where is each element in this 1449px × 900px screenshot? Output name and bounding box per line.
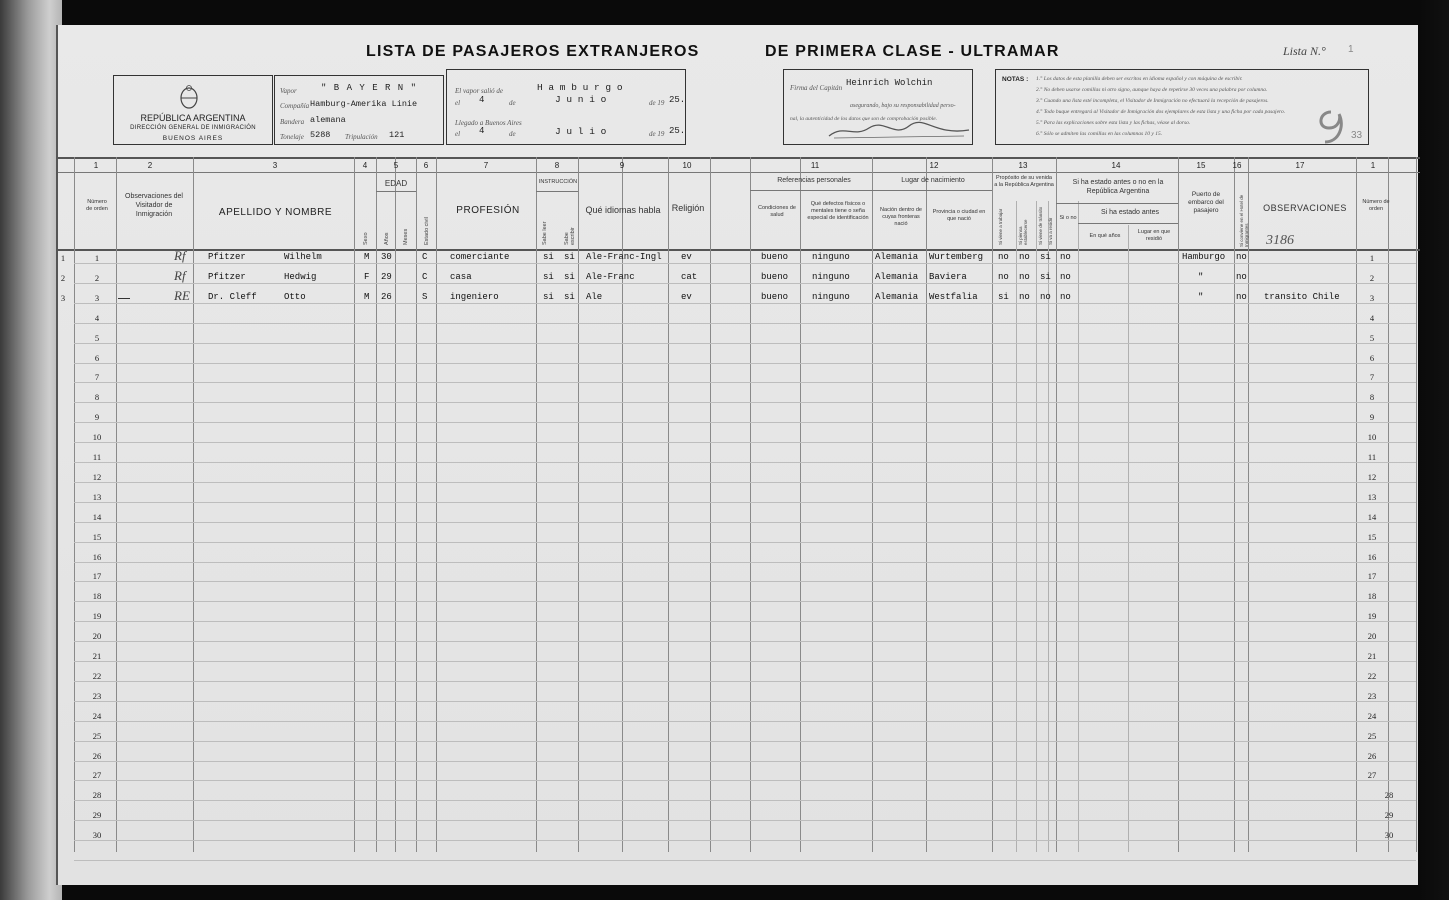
llegado-de: de <box>509 130 516 138</box>
cell-idiomas: Ale-Franc <box>586 271 635 282</box>
cell-estado: S <box>422 291 428 302</box>
row-number-right: 19 <box>1367 611 1377 622</box>
cell-p4: no <box>1060 271 1071 282</box>
bandera-value: alemana <box>310 115 346 125</box>
colnum-7: 7 <box>483 161 489 170</box>
hdr-numero-orden-right: Número de orden <box>1362 199 1390 212</box>
tripulacion-label: Tripulación <box>345 133 378 141</box>
hdr-referencias: Referencias personales <box>777 177 851 184</box>
colnum-2: 2 <box>147 161 153 170</box>
hdr-prop-c: Si viene de tránsito <box>1038 206 1043 245</box>
captain-name: Heinrich Wolchin <box>846 78 933 88</box>
note-2: 2.° No deben usarse comillas ni otro signo, aunque haya de repetirse 30 veces una palabra por columna. <box>1036 87 1268 93</box>
row-number-right: 26 <box>1367 750 1377 761</box>
margin-number: 1 <box>60 253 66 263</box>
row-number-right: 18 <box>1367 591 1377 602</box>
cell-nombre: Hedwig <box>284 271 317 282</box>
hdr-puerto: Puerto de embarco del pasajero <box>1188 191 1224 215</box>
cell-nacion: Alemania <box>875 291 919 302</box>
cell-leer: si <box>543 252 554 262</box>
row-line <box>74 422 1416 423</box>
hdr-sabe-escribir: Sabe escribir <box>564 227 576 245</box>
cell-escribir: si <box>564 271 575 282</box>
row-line <box>74 581 1416 582</box>
institution-box <box>113 75 273 145</box>
hdr-en-que-anos: En qué años <box>1089 233 1121 239</box>
row-line <box>74 343 1416 344</box>
header-sub-line <box>376 191 416 192</box>
llegado-label: Llegado a Buenos Aires <box>455 119 522 127</box>
header-sub-line <box>1056 203 1178 204</box>
institution-line1: REPÚBLICA ARGENTINA <box>140 113 246 123</box>
salio-year: 25. <box>669 95 686 105</box>
colnum-16: 16 <box>1232 161 1242 170</box>
note-6: 6.° Sólo se admiten las comillas en las columnas 10 y 15. <box>1036 131 1163 137</box>
institution-line2: DIRECCIÓN GENERAL DE INMIGRACIÓN <box>130 125 256 131</box>
table-row <box>58 287 1420 311</box>
cell-anos: 26 <box>381 291 392 302</box>
cell-escribir: si <box>564 291 575 302</box>
colnum-5: 5 <box>393 161 399 170</box>
hdr-profesion: PROFESIÓN <box>456 205 520 216</box>
right-shadow <box>1419 0 1449 900</box>
vapor-label: Vapor <box>280 87 297 95</box>
cell-provincia: Wurtemberg <box>929 252 984 262</box>
row-number-right: 25 <box>1367 730 1377 741</box>
row-number-left: 5 <box>94 332 100 343</box>
row-number-left: 6 <box>94 352 100 363</box>
header-sub-line <box>1078 223 1178 224</box>
column-line-minor <box>1128 225 1129 852</box>
cell-p3: si <box>1040 271 1051 282</box>
cell-estado: C <box>422 271 428 282</box>
hdr-lugar-nacimiento: Lugar de nacimiento <box>901 177 965 184</box>
row-number-left: 18 <box>92 591 102 602</box>
row-number-right: 9 <box>1369 412 1375 423</box>
cell-leer: si <box>543 271 554 282</box>
row-line <box>74 681 1416 682</box>
voyage-box <box>446 69 686 145</box>
row-number-right: 29 <box>1384 810 1394 821</box>
hdr-prop-b: Si piensa establecerse <box>1018 219 1028 245</box>
salio-el: el <box>455 99 461 107</box>
table-top-border <box>58 157 1420 159</box>
institution-line3: BUENOS AIRES <box>162 135 224 142</box>
title-left: LISTA DE PASAJEROS EXTRANJEROS <box>366 43 700 60</box>
salio-de: de <box>509 99 516 107</box>
row-number-left: 20 <box>92 631 102 642</box>
salio-month: J u n i o <box>555 94 607 105</box>
row-number-left: 24 <box>92 710 102 721</box>
llegado-day: 4 <box>479 126 485 136</box>
salio-value: H a m b u r g o <box>537 82 623 93</box>
colnum-17: 17 <box>1295 161 1305 170</box>
colnum-15: 15 <box>1196 161 1206 170</box>
hdr-si-ha-estado: Si ha estado antes <box>1101 209 1159 216</box>
row-line <box>74 641 1416 642</box>
row-line <box>74 542 1416 543</box>
row-line <box>74 800 1416 801</box>
row-line <box>74 562 1416 563</box>
row-number-right: 23 <box>1367 690 1377 701</box>
row-line <box>74 382 1416 383</box>
compania-label: Compañía <box>280 102 310 110</box>
cell-defectos: ninguno <box>812 252 850 262</box>
row-number-right: 21 <box>1367 651 1377 661</box>
llegado-month: J u l i o <box>555 126 607 137</box>
cell-nacion: Alemania <box>875 271 919 282</box>
salio-label: El vapor salió de <box>455 87 504 95</box>
row-line <box>74 462 1416 463</box>
row-number-right: 7 <box>1369 372 1375 383</box>
hdr-numero-orden: Número de orden <box>86 199 108 212</box>
row-number-left: 3 <box>94 292 100 303</box>
lista-number: 1 <box>1348 44 1354 55</box>
cell-p4: no <box>1060 252 1071 262</box>
header-sub-line <box>872 190 992 191</box>
row-number-left: 30 <box>92 830 102 841</box>
tripulacion-value: 121 <box>389 130 405 140</box>
observaciones-number: 3186 <box>1266 233 1294 248</box>
cell-anos: 29 <box>381 271 392 282</box>
llegado-el: el <box>455 130 461 138</box>
dash-mark <box>118 298 130 299</box>
colnum-6: 6 <box>423 161 429 170</box>
cell-sexo: F <box>364 271 370 282</box>
note-3: 3.° Cuando una lista esté incompleta, el Visitador de Inmigración no efectuará la recepción de pasajeros. <box>1036 98 1269 104</box>
title-right: DE PRIMERA CLASE - ULTRAMAR <box>765 43 1060 60</box>
cell-religion: cat <box>681 271 698 282</box>
colnum-13: 13 <box>1018 161 1028 170</box>
row-number-left: 15 <box>92 531 102 542</box>
row-line <box>74 780 1416 781</box>
captain-line3: nal, la autenticidad de los datos que son de comprobación posible. <box>790 116 938 122</box>
row-number-left: 25 <box>92 730 102 741</box>
cell-p1: si <box>998 291 1009 302</box>
row-line <box>74 661 1416 662</box>
llegado-year: 25. <box>669 126 686 136</box>
cell-p2: no <box>1019 271 1030 282</box>
cell-apellido: Dr. Cleff <box>208 291 257 302</box>
row-number-right: 15 <box>1367 531 1377 542</box>
row-number-right: 20 <box>1367 631 1377 642</box>
colnum-divider <box>58 172 1420 173</box>
row-number-right: 1 <box>1369 253 1375 263</box>
row-number-left: 23 <box>92 690 102 701</box>
cell-salud: bueno <box>761 291 789 302</box>
row-number-right: 3 <box>1369 292 1375 303</box>
cell-idiomas: Ale-Franc-Ingl <box>586 252 662 262</box>
colnum-9: 9 <box>619 161 625 170</box>
row-line <box>74 761 1416 762</box>
row-number-left: 29 <box>92 810 102 821</box>
cell-profesion: comerciante <box>450 252 510 262</box>
visitador-mark: Rf <box>174 248 186 263</box>
cell-p2: no <box>1019 252 1030 262</box>
row-line <box>74 522 1416 523</box>
hdr-condiciones-salud: Condiciones de salud <box>758 205 796 218</box>
row-number-right: 5 <box>1369 332 1375 343</box>
row-line <box>74 741 1416 742</box>
header-sub-line <box>750 190 872 191</box>
row-number-left: 11 <box>92 452 102 462</box>
row-line <box>74 323 1416 324</box>
cell-idiomas: Ale <box>586 291 603 302</box>
cell-sexo: M <box>364 291 370 302</box>
cell-religion: ev <box>681 252 692 262</box>
note-1: 1.° Los datos de esta planilla deben ser escritos en idioma español y con máquina de escribir. <box>1036 76 1243 82</box>
llegado-year-prefix: de 19 <box>649 130 665 138</box>
hdr-instruccion: INSTRUCCIÓN <box>538 179 578 185</box>
cell-obs: transito Chile <box>1264 291 1340 302</box>
salio-day: 4 <box>479 95 485 105</box>
margin-number: 3 <box>60 292 66 303</box>
salio-year-prefix: de 19 <box>649 99 665 107</box>
colnum-11: 11 <box>810 161 820 170</box>
row-number-left: 1 <box>94 253 100 263</box>
cell-apellido: Pfitzer <box>208 271 246 282</box>
cell-p2: no <box>1019 291 1030 302</box>
row-number-right: 6 <box>1369 352 1375 363</box>
cell-provincia: Westfalia <box>929 291 978 302</box>
hdr-col16: Si conviene en el Hotel de Inmigrantes <box>1239 194 1249 247</box>
cell-profesion: ingeniero <box>450 291 499 302</box>
cell-leer: si <box>543 291 554 302</box>
cell-escribir: si <box>564 252 575 262</box>
hdr-prop-d: Si va a residir <box>1048 217 1053 245</box>
table-row <box>58 248 1420 271</box>
cell-p4: no <box>1060 291 1071 302</box>
row-number-left: 2 <box>94 272 100 283</box>
cell-defectos: ninguno <box>812 291 850 302</box>
row-number-left: 10 <box>92 432 102 443</box>
cell-nombre: Wilhelm <box>284 252 322 262</box>
hdr-anos: Años <box>384 232 390 245</box>
row-line <box>74 701 1416 702</box>
colnum-1-right: 1 <box>1370 161 1376 170</box>
colnum-1: 1 <box>93 161 99 170</box>
row-number-right: 22 <box>1367 670 1377 681</box>
hdr-observaciones: OBSERVACIONES <box>1263 203 1347 213</box>
row-number-left: 19 <box>92 611 102 622</box>
book-left-page-edge <box>0 0 62 900</box>
header-sub-line <box>536 191 578 192</box>
row-number-right: 17 <box>1367 571 1377 582</box>
row-line <box>74 820 1416 821</box>
colnum-4: 4 <box>362 161 368 170</box>
row-number-left: 9 <box>94 412 100 423</box>
colnum-12: 12 <box>929 161 939 170</box>
row-number-right: 30 <box>1384 830 1394 841</box>
row-number-left: 12 <box>92 471 102 482</box>
tonelaje-value: 5288 <box>310 130 331 140</box>
passenger-list-page <box>56 25 1418 885</box>
row-line <box>74 442 1416 443</box>
stamp-number: 33 <box>1351 130 1363 141</box>
note-5: 5.° Para las explicaciones sobre esta lista y las fichas, véase al dorso. <box>1036 120 1191 126</box>
row-line <box>74 402 1416 403</box>
cell-puerto: Hamburgo <box>1182 252 1226 262</box>
row-number-left: 28 <box>92 790 102 801</box>
row-line <box>74 482 1416 483</box>
cell-provincia: Baviera <box>929 271 967 282</box>
hdr-sexo: Sexo <box>363 232 369 245</box>
hdr-apellido: APELLIDO Y NOMBRE <box>218 207 333 218</box>
compania-value: Hamburg-Amerika Linie <box>310 99 418 109</box>
hdr-observaciones-visitador: Observaciones del Visitador de Inmigración <box>125 193 183 218</box>
row-number-left: 21 <box>92 651 102 661</box>
row-line <box>74 721 1416 722</box>
margin-number: 2 <box>60 272 66 283</box>
hdr-idiomas: Qué idiomas habla <box>585 205 661 215</box>
tonelaje-label: Tonelaje <box>280 133 304 141</box>
captain-box <box>783 69 973 145</box>
colnum-8: 8 <box>554 161 560 170</box>
row-line <box>74 860 1416 861</box>
row-number-left: 4 <box>94 312 100 323</box>
row-number-right: 10 <box>1367 432 1377 443</box>
row-number-left: 16 <box>92 551 102 562</box>
note-4: 4.° Todo buque entregará al Visitador de Inmigración dos ejemplares de esta lista y una ficha por cada pasajero. <box>1036 109 1286 115</box>
colnum-3: 3 <box>272 161 278 170</box>
row-number-right: 16 <box>1367 551 1377 562</box>
visitador-mark: RE <box>174 287 190 303</box>
hdr-proposito: Propósito de su venida a la República Argentina <box>994 175 1054 188</box>
row-number-right: 24 <box>1367 710 1377 721</box>
row-number-right: 8 <box>1369 392 1375 403</box>
row-number-left: 22 <box>92 670 102 681</box>
stamp-nine-icon <box>1311 108 1351 146</box>
cell-profesion: casa <box>450 271 472 282</box>
table-row <box>58 267 1420 291</box>
cell-p3: no <box>1040 291 1051 302</box>
hdr-estado-antes: Si ha estado antes o no en la República Argentina <box>1072 179 1164 195</box>
passenger-table <box>58 157 1420 885</box>
row-number-left: 13 <box>92 491 102 502</box>
cell-p1: no <box>998 252 1009 262</box>
hdr-estado-civil: Estado civil <box>424 217 430 245</box>
ship-box <box>274 75 444 145</box>
row-number-right: 27 <box>1367 770 1377 781</box>
vapor-value: " B A Y E R N " <box>321 83 418 93</box>
cell-salud: bueno <box>761 271 789 282</box>
row-line <box>74 363 1416 364</box>
cell-estado: C <box>422 252 428 262</box>
cell-nacion: Alemania <box>875 252 919 262</box>
hdr-meses: Meses <box>403 228 409 245</box>
hdr-religion: Religión <box>671 203 705 213</box>
row-number-right: 13 <box>1367 491 1377 502</box>
row-number-right: 12 <box>1367 471 1377 482</box>
cell-defectos: ninguno <box>812 271 850 282</box>
firma-label: Firma del Capitán <box>790 84 843 92</box>
hdr-si-no: Si o no <box>1059 215 1077 221</box>
colnum-14: 14 <box>1111 161 1121 170</box>
cell-religion: ev <box>681 291 692 302</box>
captain-signature-icon <box>824 120 974 142</box>
row-number-left: 27 <box>92 770 102 781</box>
row-number-left: 14 <box>92 511 102 522</box>
hdr-lugar-residio: Lugar en que residió <box>1137 229 1171 242</box>
captain-line2: asegurando, bajo su responsabilidad perso- <box>850 103 956 109</box>
cell-c16: no <box>1236 252 1247 262</box>
row-number-left: 17 <box>92 571 102 582</box>
colnum-10: 10 <box>682 161 692 170</box>
cell-salud: bueno <box>761 252 789 262</box>
cell-nombre: Otto <box>284 291 306 302</box>
hdr-nacion: Nación dentro de cuyas fronteras nació <box>880 207 922 227</box>
row-number-right: 2 <box>1369 272 1375 283</box>
visitador-mark: Rf <box>174 267 186 283</box>
hdr-sabe-leer: Sabe leer <box>542 221 548 245</box>
row-number-right: 14 <box>1367 511 1377 522</box>
coat-of-arms-icon <box>178 84 200 110</box>
notes-label: NOTAS : <box>1002 76 1029 83</box>
row-number-right: 28 <box>1384 790 1394 801</box>
cell-c16: no <box>1236 291 1247 302</box>
row-number-left: 8 <box>94 392 100 403</box>
hdr-edad: EDAD <box>384 179 408 188</box>
row-number-left: 7 <box>94 372 100 383</box>
row-number-right: 11 <box>1367 452 1377 462</box>
notes-box <box>995 69 1369 145</box>
cell-puerto: " <box>1198 291 1204 302</box>
hdr-prop-a: Si viene a trabajar <box>998 208 1003 245</box>
row-line <box>74 601 1416 602</box>
row-number-right: 4 <box>1369 312 1375 323</box>
cell-p1: no <box>998 271 1009 282</box>
lista-label: Lista N.° <box>1283 44 1326 58</box>
bandera-label: Bandera <box>280 118 305 126</box>
cell-sexo: M <box>364 252 370 262</box>
row-line <box>74 502 1416 503</box>
cell-apellido: Pfitzer <box>208 252 246 262</box>
cell-anos: 30 <box>381 252 392 262</box>
cell-puerto: " <box>1198 271 1204 282</box>
cell-p3: si <box>1040 252 1051 262</box>
row-number-left: 26 <box>92 750 102 761</box>
cell-c16: no <box>1236 271 1247 282</box>
hdr-provincia: Provincia o ciudad en que nació <box>932 209 986 222</box>
row-line <box>74 621 1416 622</box>
hdr-defectos: Qué defectos físicos o mentales tiene o seña especial de identificación <box>807 201 869 221</box>
row-line <box>74 840 1416 841</box>
